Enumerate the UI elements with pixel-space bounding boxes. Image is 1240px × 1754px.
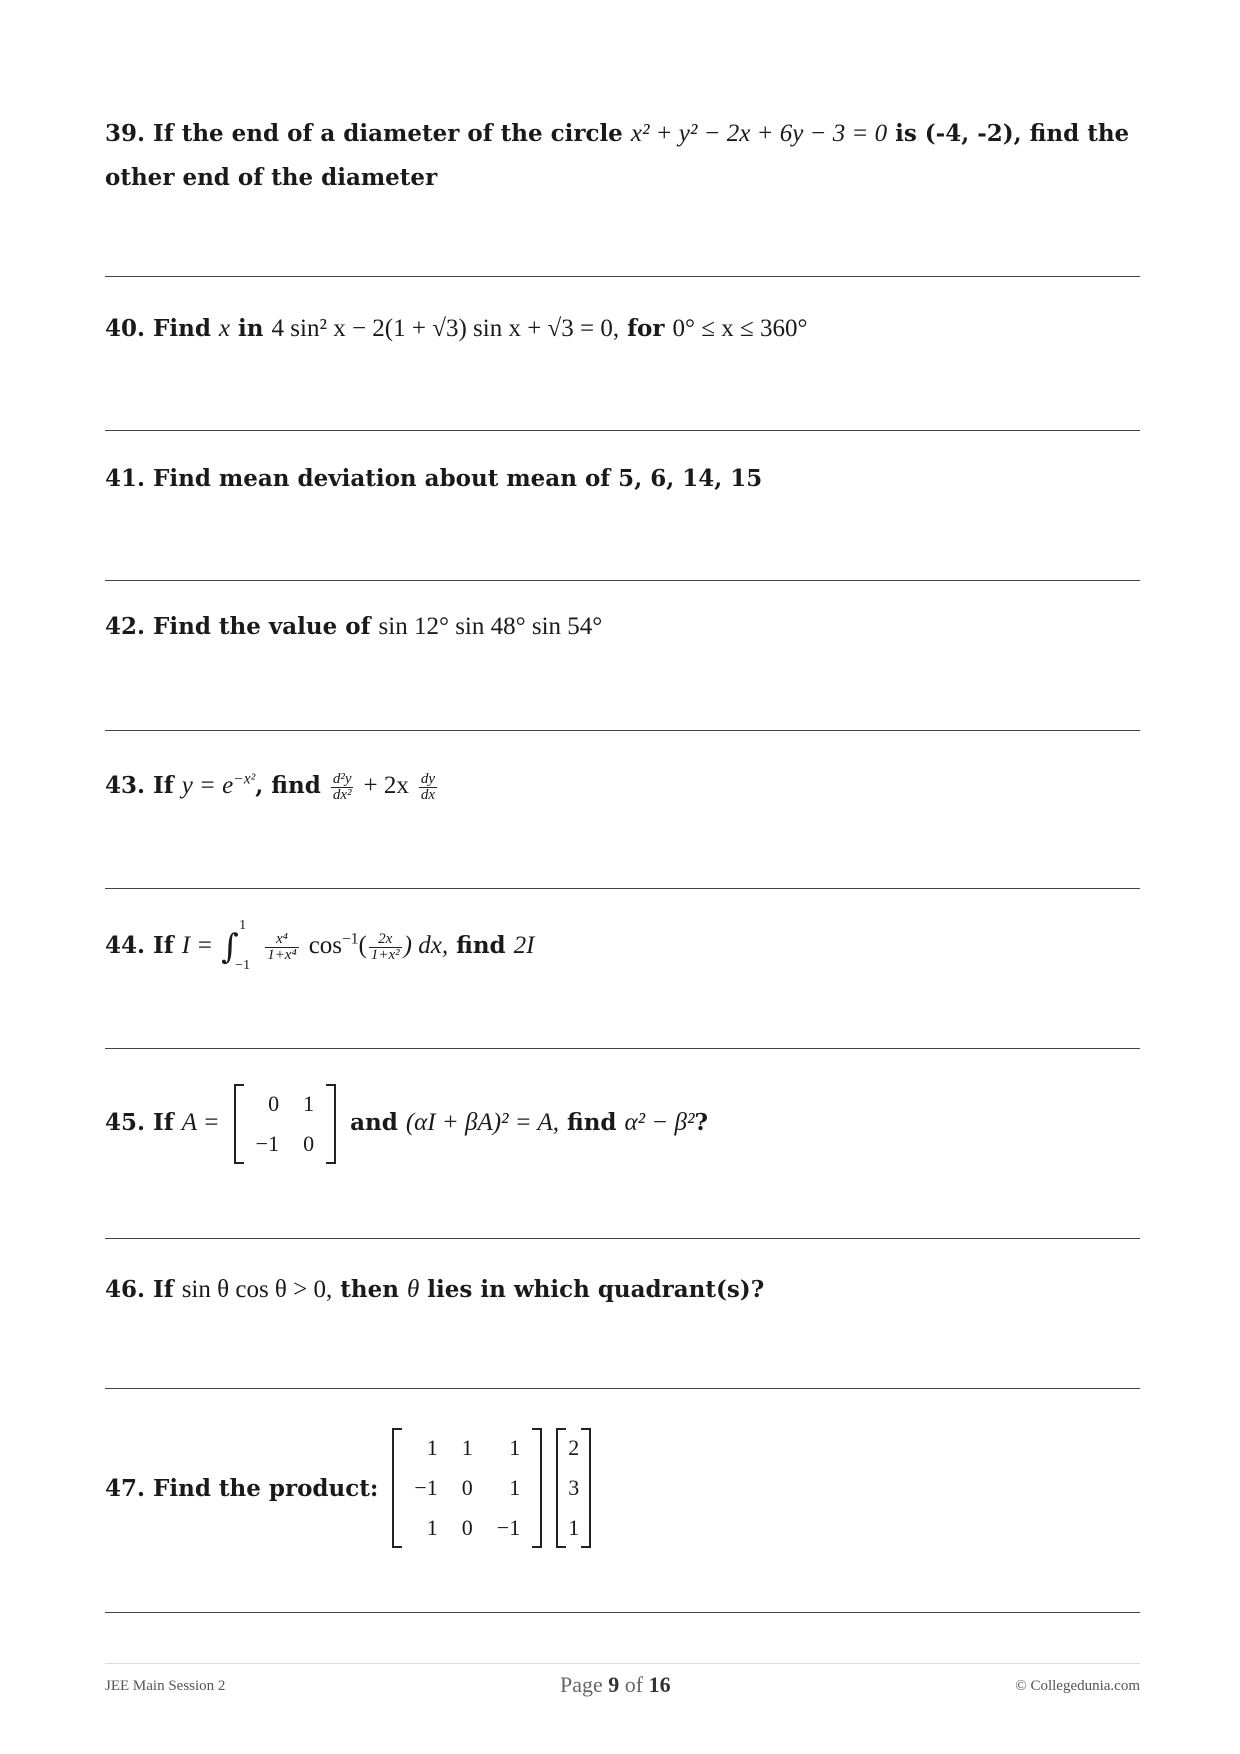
matrix-cell: 1 bbox=[509, 1475, 521, 1500]
page-current: 9 bbox=[608, 1672, 620, 1697]
question-text: find bbox=[566, 1109, 617, 1136]
page-total: 16 bbox=[648, 1672, 671, 1697]
question-text: lies in which quadrant(s)? bbox=[427, 1276, 765, 1303]
question-text: If bbox=[153, 1276, 174, 1303]
question-45 bbox=[105, 1084, 1140, 1164]
question-text: find bbox=[456, 932, 506, 959]
differential: ) dx, bbox=[403, 932, 449, 959]
matrix-a bbox=[234, 1084, 336, 1164]
trig-equation: 4 sin² x − 2(1 + √3) sin x + √3 = 0, bbox=[271, 315, 620, 342]
question-text: Find the value of bbox=[153, 613, 371, 640]
question-number: 41. bbox=[105, 465, 146, 492]
plus-term: + 2x bbox=[363, 772, 409, 799]
theta-symbol: θ bbox=[407, 1276, 420, 1303]
matrix-cell: 0 bbox=[461, 1475, 473, 1500]
range: 0° ≤ x ≤ 360° bbox=[672, 315, 808, 342]
matrix-cell: 1 bbox=[303, 1091, 315, 1116]
question-text: Find mean deviation about mean of 5, 6, 14, 15 bbox=[153, 465, 763, 492]
first-derivative: $\frac{dy}{dx}$ bbox=[420, 770, 436, 803]
matrix-cell: 1 bbox=[426, 1435, 438, 1460]
separator-line bbox=[105, 1048, 1140, 1049]
matrix-cell: 1 bbox=[568, 1515, 580, 1540]
question-number: 43. bbox=[105, 772, 146, 799]
separator-line bbox=[105, 276, 1140, 277]
function-def: $y = e^{-x^2}$ bbox=[181, 770, 256, 799]
question-mark: ? bbox=[694, 1109, 708, 1136]
question-44 bbox=[105, 918, 1140, 973]
matrix-cell: 2 bbox=[568, 1435, 580, 1460]
second-derivative: $\frac{\text{d²y}}{\text{dx²}}$ bbox=[332, 770, 352, 803]
matrix-cell: 3 bbox=[568, 1475, 580, 1500]
question-text: then bbox=[340, 1276, 399, 1303]
column-vector bbox=[556, 1428, 591, 1548]
matrix-cell: 1 bbox=[426, 1515, 438, 1540]
question-text: Find bbox=[153, 315, 211, 342]
page-indicator: Page 9 of 16 bbox=[560, 1672, 671, 1697]
separator-line bbox=[105, 730, 1140, 731]
integral-sign: ∫ 1 −1 bbox=[221, 918, 251, 973]
question-47 bbox=[105, 1428, 1140, 1548]
target-expression: 2I bbox=[513, 932, 535, 959]
question-number: 42. bbox=[105, 613, 146, 640]
question-text: , find bbox=[255, 772, 321, 799]
integral-name: I = bbox=[181, 932, 214, 959]
matrix-cell: 1 bbox=[509, 1435, 521, 1460]
question-label bbox=[105, 1475, 378, 1502]
question-text: for bbox=[627, 315, 665, 342]
matrix-cell: 0 bbox=[461, 1515, 473, 1540]
question-text: If bbox=[153, 1109, 174, 1136]
question-number: 46. bbox=[105, 1276, 146, 1303]
question-text: is (-4, -2), find the other end of the diameter bbox=[105, 120, 1130, 191]
question-text: in bbox=[238, 315, 264, 342]
variable: x bbox=[218, 315, 231, 342]
separator-line bbox=[105, 1238, 1140, 1239]
separator-line bbox=[105, 888, 1140, 889]
matrix-3x3 bbox=[392, 1428, 542, 1548]
question-number: 47. bbox=[105, 1474, 146, 1502]
question-number: 44. bbox=[105, 932, 146, 959]
question-number: 45. bbox=[105, 1109, 146, 1136]
question-text: Find the product: bbox=[153, 1474, 379, 1502]
target-expression: α² − β² bbox=[624, 1109, 695, 1136]
question-40 bbox=[105, 307, 1140, 351]
circle-equation: x² + y² − 2x + 6y − 3 = 0 bbox=[630, 120, 888, 147]
matrix-cell: −1 bbox=[496, 1515, 521, 1540]
question-42 bbox=[105, 605, 1140, 649]
matrix-cell: −1 bbox=[255, 1131, 280, 1156]
question-number: 39. bbox=[105, 120, 146, 147]
matrix-equation: (αI + βA)² = A, bbox=[405, 1109, 559, 1136]
separator-line bbox=[105, 430, 1140, 431]
matrix-name: A = bbox=[181, 1109, 220, 1136]
matrix-cell: 0 bbox=[303, 1131, 315, 1156]
matrix-cell: −1 bbox=[414, 1475, 438, 1500]
footer-copyright: © Collegedunia.com bbox=[1015, 1678, 1140, 1694]
question-41 bbox=[105, 457, 1140, 501]
question-text: If bbox=[153, 772, 174, 799]
question-46 bbox=[105, 1268, 1140, 1312]
separator-line bbox=[105, 580, 1140, 581]
footer-divider bbox=[105, 1663, 1140, 1664]
trig-inequality: sin θ cos θ > 0, bbox=[181, 1276, 333, 1303]
separator-line bbox=[105, 1388, 1140, 1389]
matrix-cell: 0 bbox=[268, 1091, 280, 1116]
inner-fraction: $\frac{2x}{\text{1+x²}}$ bbox=[370, 930, 400, 963]
integrand-fraction: $\frac{\text{x⁴}}{\text{1+x⁴}}$ bbox=[267, 930, 297, 963]
question-text: If bbox=[153, 932, 174, 959]
question-number: 40. bbox=[105, 315, 146, 342]
footer-exam-name: JEE Main Session 2 bbox=[105, 1678, 226, 1694]
question-43 bbox=[105, 764, 1140, 808]
trig-expression: sin 12° sin 48° sin 54° bbox=[378, 613, 603, 640]
matrix-cell: 1 bbox=[461, 1435, 473, 1460]
question-text: and bbox=[350, 1109, 398, 1136]
question-text: If the end of a diameter of the circle bbox=[153, 120, 623, 147]
question-39 bbox=[105, 112, 1140, 200]
separator-line bbox=[105, 1612, 1140, 1613]
inverse-cos: $\cos^{-1}$( bbox=[308, 930, 367, 959]
